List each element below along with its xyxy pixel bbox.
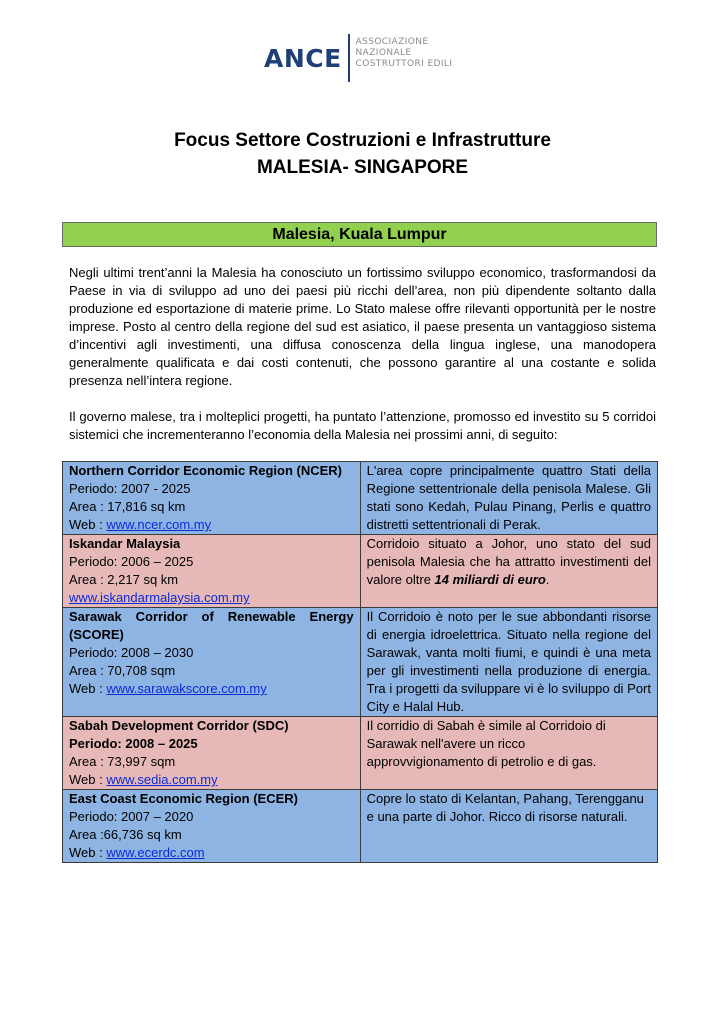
logo-brand: ANCE: [264, 43, 342, 73]
corridor-web-link[interactable]: www.sedia.com.my: [106, 772, 218, 787]
ance-logo: [248, 32, 476, 84]
corridor-period: Periodo: 2007 – 2020: [69, 809, 194, 824]
corridors-table: [62, 461, 658, 863]
page-title: Focus Settore Costruzioni e Infrastrutture: [174, 130, 551, 151]
corridor-description: Il Corridoio è noto per le sue abbondanti risorse di energia idroelettrica. Situato nella regione del Sarawak, vanta molti fiumi, e quindi è una meta per gli investimenti nella produzione di energia. Tra i progetti da sviluppare vi è lo sviluppo di Port City e Halal Hub.: [360, 608, 657, 717]
web-label: Web :: [69, 845, 107, 860]
corridor-info: [63, 608, 361, 717]
corridor-name: Sabah Development Corridor (SDC): [69, 718, 289, 733]
corridor-info: [63, 790, 361, 863]
corridor-period: Periodo: 2008 – 2030: [69, 645, 194, 660]
logo-divider: [348, 34, 350, 82]
corridor-description: [360, 717, 657, 790]
corridor-web: [69, 589, 354, 607]
page-subtitle: MALESIA- SINGAPORE: [256, 157, 469, 178]
corridor-name-acronym: (SCORE): [69, 627, 124, 642]
table-row: [63, 535, 658, 608]
description-line: approvvigionamento di petrolio e di gas.: [366, 754, 597, 769]
corridor-web: [69, 844, 354, 862]
web-label: Web :: [69, 772, 107, 787]
corridor-period: Periodo: 2006 – 2025: [69, 554, 194, 569]
corridor-area: Area : 70,708 sqm: [69, 663, 176, 678]
corridor-name: Northern Corridor Economic Region (NCER): [69, 463, 343, 478]
corridor-period: Periodo: 2008 – 2025: [69, 736, 198, 751]
corridor-web-link[interactable]: www.ncer.com.my: [106, 517, 212, 532]
corridor-web: [69, 516, 354, 534]
corridor-web-link[interactable]: www.sarawakscore.com.my: [106, 681, 267, 696]
corridor-web-link[interactable]: www.iskandarmalaysia.com.my: [69, 590, 250, 605]
web-label: Web :: [69, 681, 107, 696]
corridor-web: [69, 771, 354, 789]
corridor-info: [63, 717, 361, 790]
corridor-description: [360, 535, 657, 608]
description-highlight: 14 miliardi di euro: [434, 572, 546, 587]
corridor-area: Area : 73,997 sqm: [69, 754, 176, 769]
corridor-info: [63, 462, 361, 535]
corridor-area: Area :66,736 sq km: [69, 827, 182, 842]
description-text: Corridoio situato a Johor, uno stato del sud penisola Malesia che ha attratto investimenti del valore oltre: [366, 536, 651, 587]
governo-paragraph: Il governo malese, tra i molteplici progetti, ha puntato l’attenzione, promosso ed investito su 5 corridoi sistemici che incrementeranno l’economia della Malesia nei prossimi anni, di seguito:: [69, 409, 656, 442]
table-row: [63, 608, 658, 717]
corridor-name: East Coast Economic Region (ECER): [69, 791, 298, 806]
corridor-description: Copre lo stato di Kelantan, Pahang, Terengganu e una parte di Johor. Ricco di risorse naturali.: [360, 790, 657, 863]
corridor-web-link[interactable]: www.ecerdc.com: [106, 845, 205, 860]
logo-subtitle: [356, 37, 476, 70]
corridor-area: Area : 17,816 sq km: [69, 499, 186, 514]
web-label: Web :: [69, 517, 107, 532]
corridor-info: [63, 535, 361, 608]
intro-paragraph: Negli ultimi trent’anni la Malesia ha conosciuto un fortissimo sviluppo economico, trasformandosi da Paese in via di sviluppo ad uno dei paesi più ricchi dell’area, non più dipendente soltanto dalla produzione ed esportazione di materie prime. Lo Stato malese offre rilevanti opportunità per le nostre imprese. Posto al centro della regione del sud est asiatico, il paese presenta un vantaggioso sistema d’incentivi agli investimenti, una diffusa conoscenza della lingua inglese, una manodopera generalmente qualificata e dai costi contenuti, che possono garantire al una costante e solida presenza nell’intera regione.: [69, 265, 656, 388]
table-row: [63, 462, 658, 535]
corridor-name: Sarawak Corridor of Renewable Energy: [69, 609, 354, 624]
logo-subtitle-line2: COSTRUTTORI EDILI: [355, 58, 453, 69]
logo-subtitle-line1: ASSOCIAZIONE NAZIONALE: [355, 36, 429, 58]
corridor-area: Area : 2,217 sq km: [69, 572, 179, 587]
description-line: Il corridio di Sabah è simile al Corridoio di: [366, 718, 606, 733]
corridor-period: Periodo: 2007 - 2025: [69, 481, 191, 496]
description-end: .: [545, 572, 550, 587]
section-heading: Malesia, Kuala Lumpur: [62, 222, 657, 247]
corridor-description: L'area copre principalmente quattro Stati della Regione settentrionale della penisola Malese. Gli stati sono Kedah, Pulau Pinang, Perlis e quattro distretti settentrionali di Perak.: [360, 462, 657, 535]
table-row: [63, 717, 658, 790]
corridor-name: Iskandar Malaysia: [69, 536, 181, 551]
description-line: Sarawak nell'avere un ricco: [366, 736, 526, 751]
table-row: [63, 790, 658, 863]
corridor-web: [69, 680, 354, 698]
